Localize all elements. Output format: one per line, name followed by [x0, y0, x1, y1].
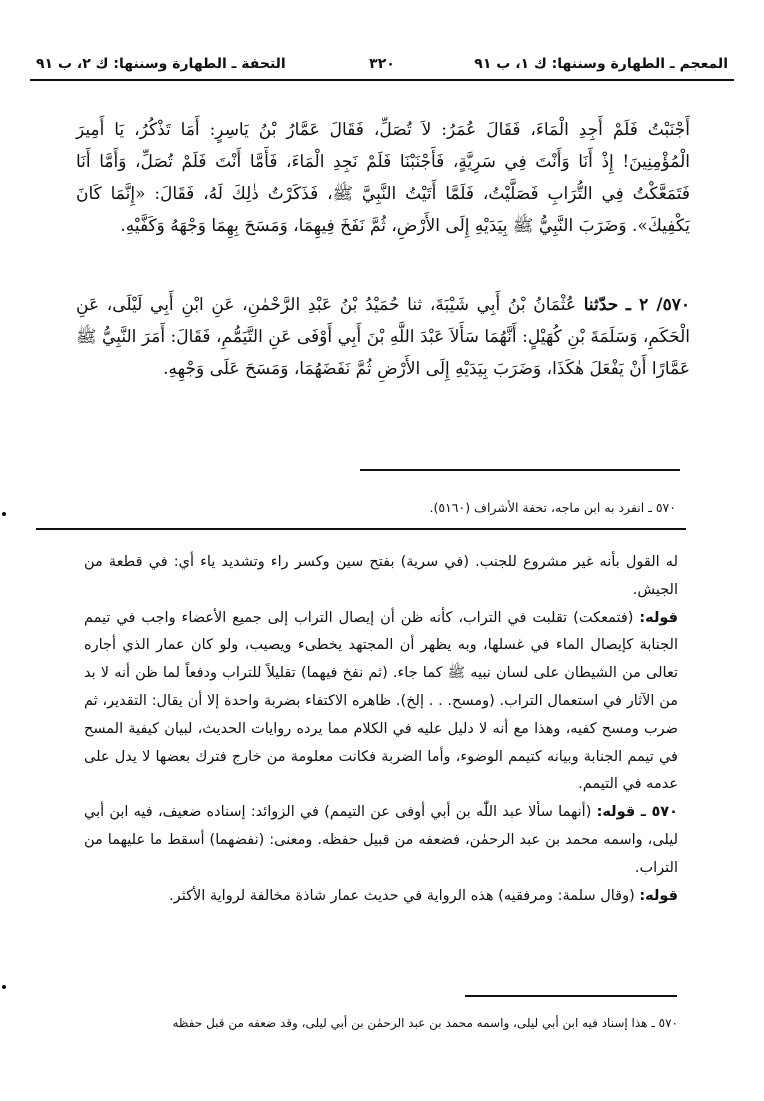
commentary-label: قوله:: [639, 609, 678, 626]
page-number: ٣٢٠: [369, 56, 395, 72]
takhrij-footnote: [116, 498, 676, 518]
header-left-ref: التحفة ـ الطهارة وسننها: ك ٢، ب ٩١: [36, 56, 286, 72]
commentary-paragraph: قوله: (فتمعكت) تقلبت في التراب، كأنه ظن أن إيصال التراب إلى جميع الأعضاء واجب في تيمم الجنابة كإيصال الماء في غسلها، وبه يظهر أن المجتهد يخطىء ويصيب، ولو كان عمار الذي أجاره تعالى من الشيطان على لسان نبيه ﷺ كما جاء. (ثم نفخ فيهما) تقليلاً للتراب ودفعاً لما ظن أنه لا بد من الآثار في استعمال التراب. (ومسح. . . إلخ). ظاهره الاكتفاء بضربة واحدة إلا أن يقال: التقدير، ثم ضرب ومسح كفيه، وهذا مع أنه لا دليل عليه في الكلام مما يرده روايات الحديث، لبيان كيفية المسح في تيمم الجنابة وبيانه كتيمم الوضوء، وأما الضربة فكانت معلومة من خارج فترك بعضها لا يدل على عدمه في التيمم.: [84, 609, 678, 793]
hadith-570: [76, 289, 690, 385]
commentary-label: ٥٧٠ ـ قوله:: [596, 804, 678, 821]
bottom-footnote: [78, 1013, 678, 1033]
running-header: [36, 54, 728, 76]
bottom-footnote-text: ٥٧٠ ـ هذا إسناد فيه ابن أبي ليلى، واسمه محمد بن عبد الرحمٰن بن أبي ليلى، وقد ضعفه من قبل حفظه: [172, 1016, 678, 1030]
hadith-continuation-text: أَجْنَبْتُ فَلَمْ أَجِدِ الْمَاءَ، فَقَالَ عُمَرُ: لاَ تُصَلِّ، فَقَالَ عَمَّارُ بْنُ يَاسِرٍ: أَمَا تَذْكُرُ، يَا أَمِيرَ الْمُؤْمِنِينَ! إِذْ أَنَا وَأَنْتَ فِي سَرِيَّةٍ، فَأَجْنَبْنَا فَلَمْ نَجِدِ الْمَاءَ، فَأَمَّا أَنْتَ فَلَمْ تُصَلِّ، وَأَمَّا أَنَا فَتَمَعَّكْتُ فِي التُّرَابِ فَصَلَّيْتُ، فَلَمَّا أَتَيْتُ النَّبِيَّ ﷺ، فَذَكَرْتُ ذٰلِكَ لَهُ، فَقَالَ: «إِنَّمَا كَانَ يَكْفِيكَ». وَضَرَبَ النَّبِيُّ ﷺ بِيَدَيْهِ إِلَى الأَرْضِ، ثُمَّ نَفَخَ فِيهِمَا، وَمَسَحَ بِهِمَا وَجْهَهُ وَكَفَّيْهِ.: [76, 120, 690, 236]
footnote-separator: [360, 469, 680, 471]
header-right-ref: المعجم ـ الطهارة وسننها: ك ١، ب ٩١: [474, 56, 728, 72]
margin-mark: [2, 512, 6, 516]
commentary-label: قوله:: [639, 887, 678, 904]
header-rule: [30, 79, 734, 81]
commentary-paragraph: قوله: (وقال سلمة: ومرفقيه) هذه الرواية في حديث عمار شاذة مخالفة لرواية الأكثر.: [169, 887, 678, 904]
hadith-number: ٥٧٠/ ٢ ـ: [625, 295, 691, 315]
hadith-lead-word: حدّثنا: [583, 295, 619, 315]
hadith-570-text: عُثْمَانُ بْنُ أَبِي شَيْبَةَ، ثنا حُمَيْدُ بْنُ عَبْدِ الرَّحْمٰنِ، عَنِ ابْنِ أَبِي لَيْلَى، عَنِ الْحَكَمِ، وَسَلَمَةَ بْنِ كُهَيْلٍ: أَنَّهُمَا سَأَلاَ عَبْدَ اللَّهِ بْنَ أَبِي أَوْفَى عَنِ التَّيَمُّمِ، فَقَالَ: أَمَرَ النَّبِيُّ ﷺ عَمَّارًا أَنْ يَفْعَلَ هٰكَذَا، وَضَرَبَ بِيَدَيْهِ إِلَى الأَرْضِ ثُمَّ نَفَضَهُمَا، وَمَسَحَ عَلَى وَجْهِهِ.: [76, 295, 690, 379]
takhrij-footnote-text: ٥٧٠ ـ انفرد به ابن ماجه، تحفة الأشراف (٥١٦٠).: [429, 500, 676, 515]
commentary-paragraph: له القول بأنه غير مشروع للجنب. (في سرية) بفتح سين وكسر راء وتشديد ياء أي: في قطعة من الجيش.: [84, 554, 678, 598]
commentary-paragraph: ٥٧٠ ـ قوله: (أنهما سألا عبد اللّٰه بن أبي أوفى عن التيمم) في الزوائد: إسناده ضعيف، فيه ابن أبي ليلى، واسمه محمد بن عبد الرحمٰن، فضعفه من قبيل حفظه. ومعنى: (نفضهما) أسقط ما عليهما من التراب.: [84, 804, 678, 876]
commentary-rule: [36, 528, 686, 530]
hadith-continuation: [76, 114, 690, 242]
margin-mark: [2, 985, 6, 989]
bottom-footnote-separator: [465, 995, 677, 997]
commentary-section: [84, 549, 678, 910]
